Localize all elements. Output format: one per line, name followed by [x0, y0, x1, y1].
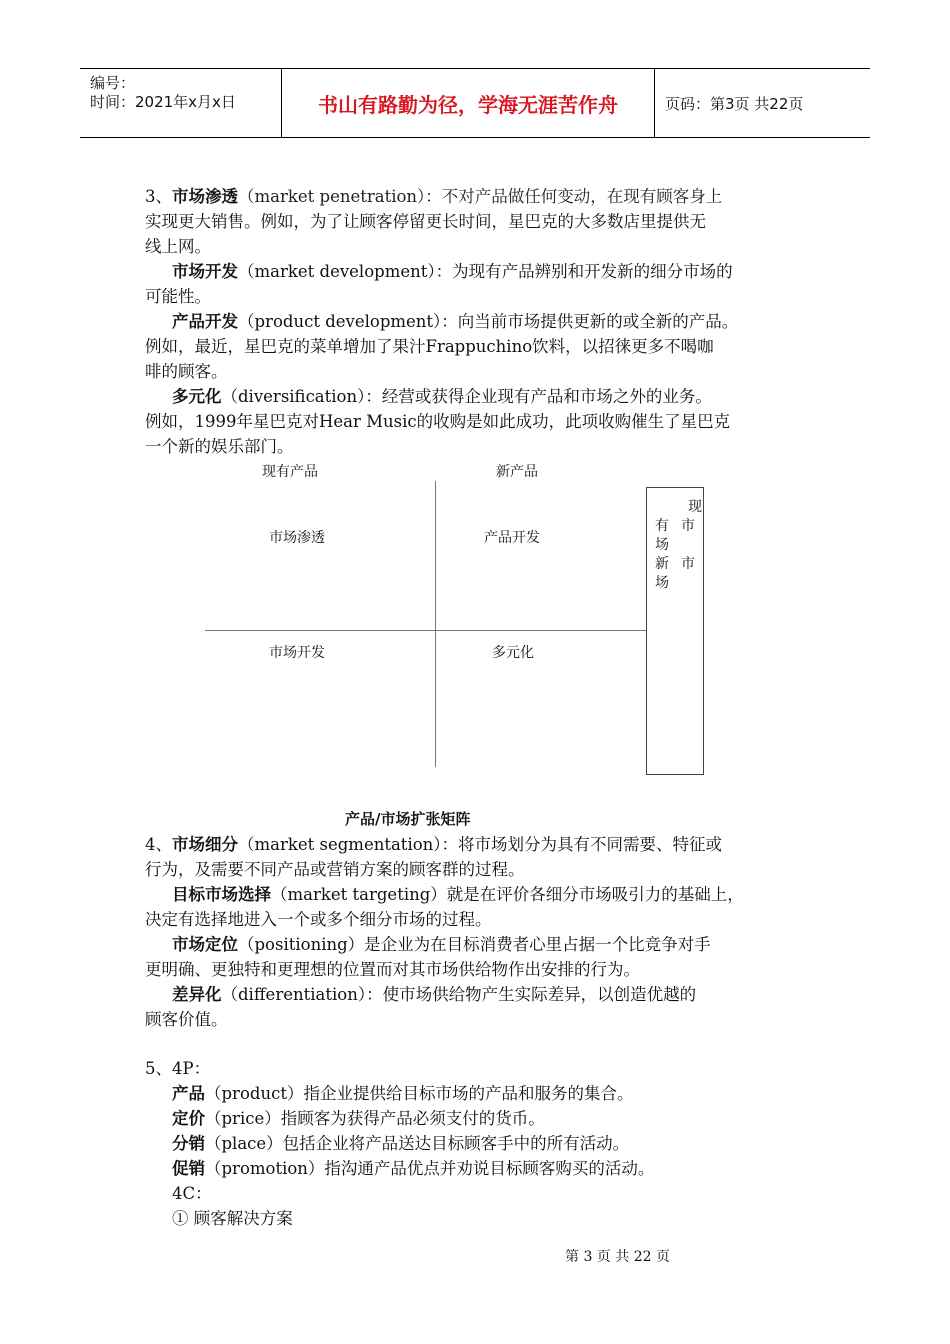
definition-text: （market penetration）：不对产品做任何变动，在现有顾客身上 — [238, 187, 723, 206]
number-label: 编号： — [90, 74, 136, 92]
quadrant-diversification: 多元化 — [492, 645, 534, 661]
paragraph-line: 一个新的娱乐部门。 — [145, 437, 294, 456]
paragraph-line: 顾客价值。 — [145, 1010, 228, 1029]
matrix-vertical-line — [435, 481, 436, 767]
page-footer: 第 3 页 共 22 页 — [565, 1249, 670, 1265]
definition-text: （product）指企业提供给目标市场的产品和服务的集合。 — [205, 1084, 634, 1103]
term-bold: 多元化 — [172, 387, 222, 406]
paragraph-line: 5、4P： — [145, 1059, 211, 1078]
col-label-existing-product: 现有产品 — [262, 464, 318, 480]
paragraph-line: ① 顾客解决方案 — [172, 1209, 293, 1228]
paragraph-line — [172, 1106, 852, 1131]
paragraph-line — [172, 1081, 852, 1106]
matrix-horizontal-line — [205, 630, 647, 631]
matrix-caption: 产品/市场扩张矩阵 — [345, 810, 471, 828]
definition-text: （promotion）指沟通产品优点并劝说目标顾客购买的活动。 — [205, 1159, 655, 1178]
paragraph-line — [172, 259, 852, 284]
definition-text: （product development）：向当前市场提供更新的或全新的产品。 — [238, 312, 739, 331]
row-label-char: 场 — [655, 575, 669, 591]
paragraph-line: 决定有选择地进入一个或多个细分市场的过程。 — [145, 910, 492, 929]
col-label-new-product: 新产品 — [496, 464, 538, 480]
term-bold: 产品 — [172, 1084, 205, 1103]
paragraph-line: 行为，及需要不同产品或营销方案的顾客群的过程。 — [145, 860, 525, 879]
paragraph-line: 例如，最近，星巴克的菜单增加了果汁Frappuchino饮料，以招徕更多不喝咖 — [145, 337, 714, 356]
paragraph-line: 可能性。 — [145, 287, 211, 306]
definition-text: （market development）：为现有产品辨别和开发新的细分市场的 — [238, 262, 733, 281]
term-bold: 促销 — [172, 1159, 205, 1178]
date-label: 时间：2021年x月x日 — [90, 93, 236, 111]
quadrant-product-development: 产品开发 — [484, 530, 540, 546]
definition-text: （place）包括企业将产品送达目标顾客手中的所有活动。 — [205, 1134, 630, 1153]
definition-text: （positioning）是企业为在目标消费者心里占据一个比竞争对手 — [238, 935, 711, 954]
row-label-char: 新 — [655, 556, 669, 572]
paragraph-line — [172, 1131, 852, 1156]
paragraph-line: 线上网。 — [145, 237, 211, 256]
row-label-char: 场 — [655, 537, 669, 553]
term-bold: 市场渗透 — [172, 187, 238, 206]
paragraph-line — [172, 882, 852, 907]
paragraph-line: 更明确、更独特和更理想的位置而对其市场供给物作出安排的行为。 — [145, 960, 640, 979]
term-bold: 产品开发 — [172, 312, 238, 331]
item-number: 4、 — [145, 835, 172, 854]
paragraph-line — [172, 384, 852, 409]
paragraph-line: 例如，1999年星巴克对Hear Music的收购是如此成功，此项收购催生了星巴克 — [145, 412, 731, 431]
paragraph-line — [172, 982, 852, 1007]
definition-text: （price）指顾客为获得产品必须支付的货币。 — [205, 1109, 545, 1128]
row-label-char: 有 — [655, 518, 669, 534]
definition-text: （diversification）：经营或获得企业现有产品和市场之外的业务。 — [221, 387, 712, 406]
header-divider — [654, 69, 655, 137]
term-bold: 市场细分 — [172, 835, 238, 854]
header-motto: 书山有路勤为径，学海无涯苦作舟 — [318, 92, 618, 117]
definition-text: （market segmentation）：将市场划分为具有不同需要、特征或 — [238, 835, 723, 854]
definition-text: （differentiation）：使市场供给物产生实际差异，以创造优越的 — [221, 985, 697, 1004]
page-header — [80, 68, 870, 138]
term-bold: 定价 — [172, 1109, 205, 1128]
term-bold: 市场开发 — [172, 262, 238, 281]
term-bold: 分销 — [172, 1134, 205, 1153]
paragraph-line — [145, 184, 825, 209]
paragraph-line: 实现更大销售。例如，为了让顾客停留更长时间，星巴克的大多数店里提供无 — [145, 212, 706, 231]
paragraph-line — [145, 832, 825, 857]
term-bold: 目标市场选择 — [172, 885, 271, 904]
row-label-char: 现 — [688, 499, 702, 515]
definition-text: （market targeting）就是在评价各细分市场吸引力的基础上， — [271, 885, 744, 904]
paragraph-line — [172, 1156, 852, 1181]
paragraph-line: 啡的顾客。 — [145, 362, 228, 381]
paragraph-line — [172, 932, 852, 957]
quadrant-market-development: 市场开发 — [269, 645, 325, 661]
item-number: 3、 — [145, 187, 172, 206]
term-bold: 差异化 — [172, 985, 222, 1004]
quadrant-market-penetration: 市场渗透 — [269, 530, 325, 546]
row-label-char: 市 — [681, 518, 695, 534]
paragraph-line: 4C： — [172, 1184, 212, 1203]
header-meta — [80, 69, 280, 137]
row-label-char: 市 — [681, 556, 695, 572]
paragraph-line — [172, 309, 852, 334]
header-page-info: 页码：第3页 共22页 — [665, 94, 804, 113]
term-bold: 市场定位 — [172, 935, 238, 954]
